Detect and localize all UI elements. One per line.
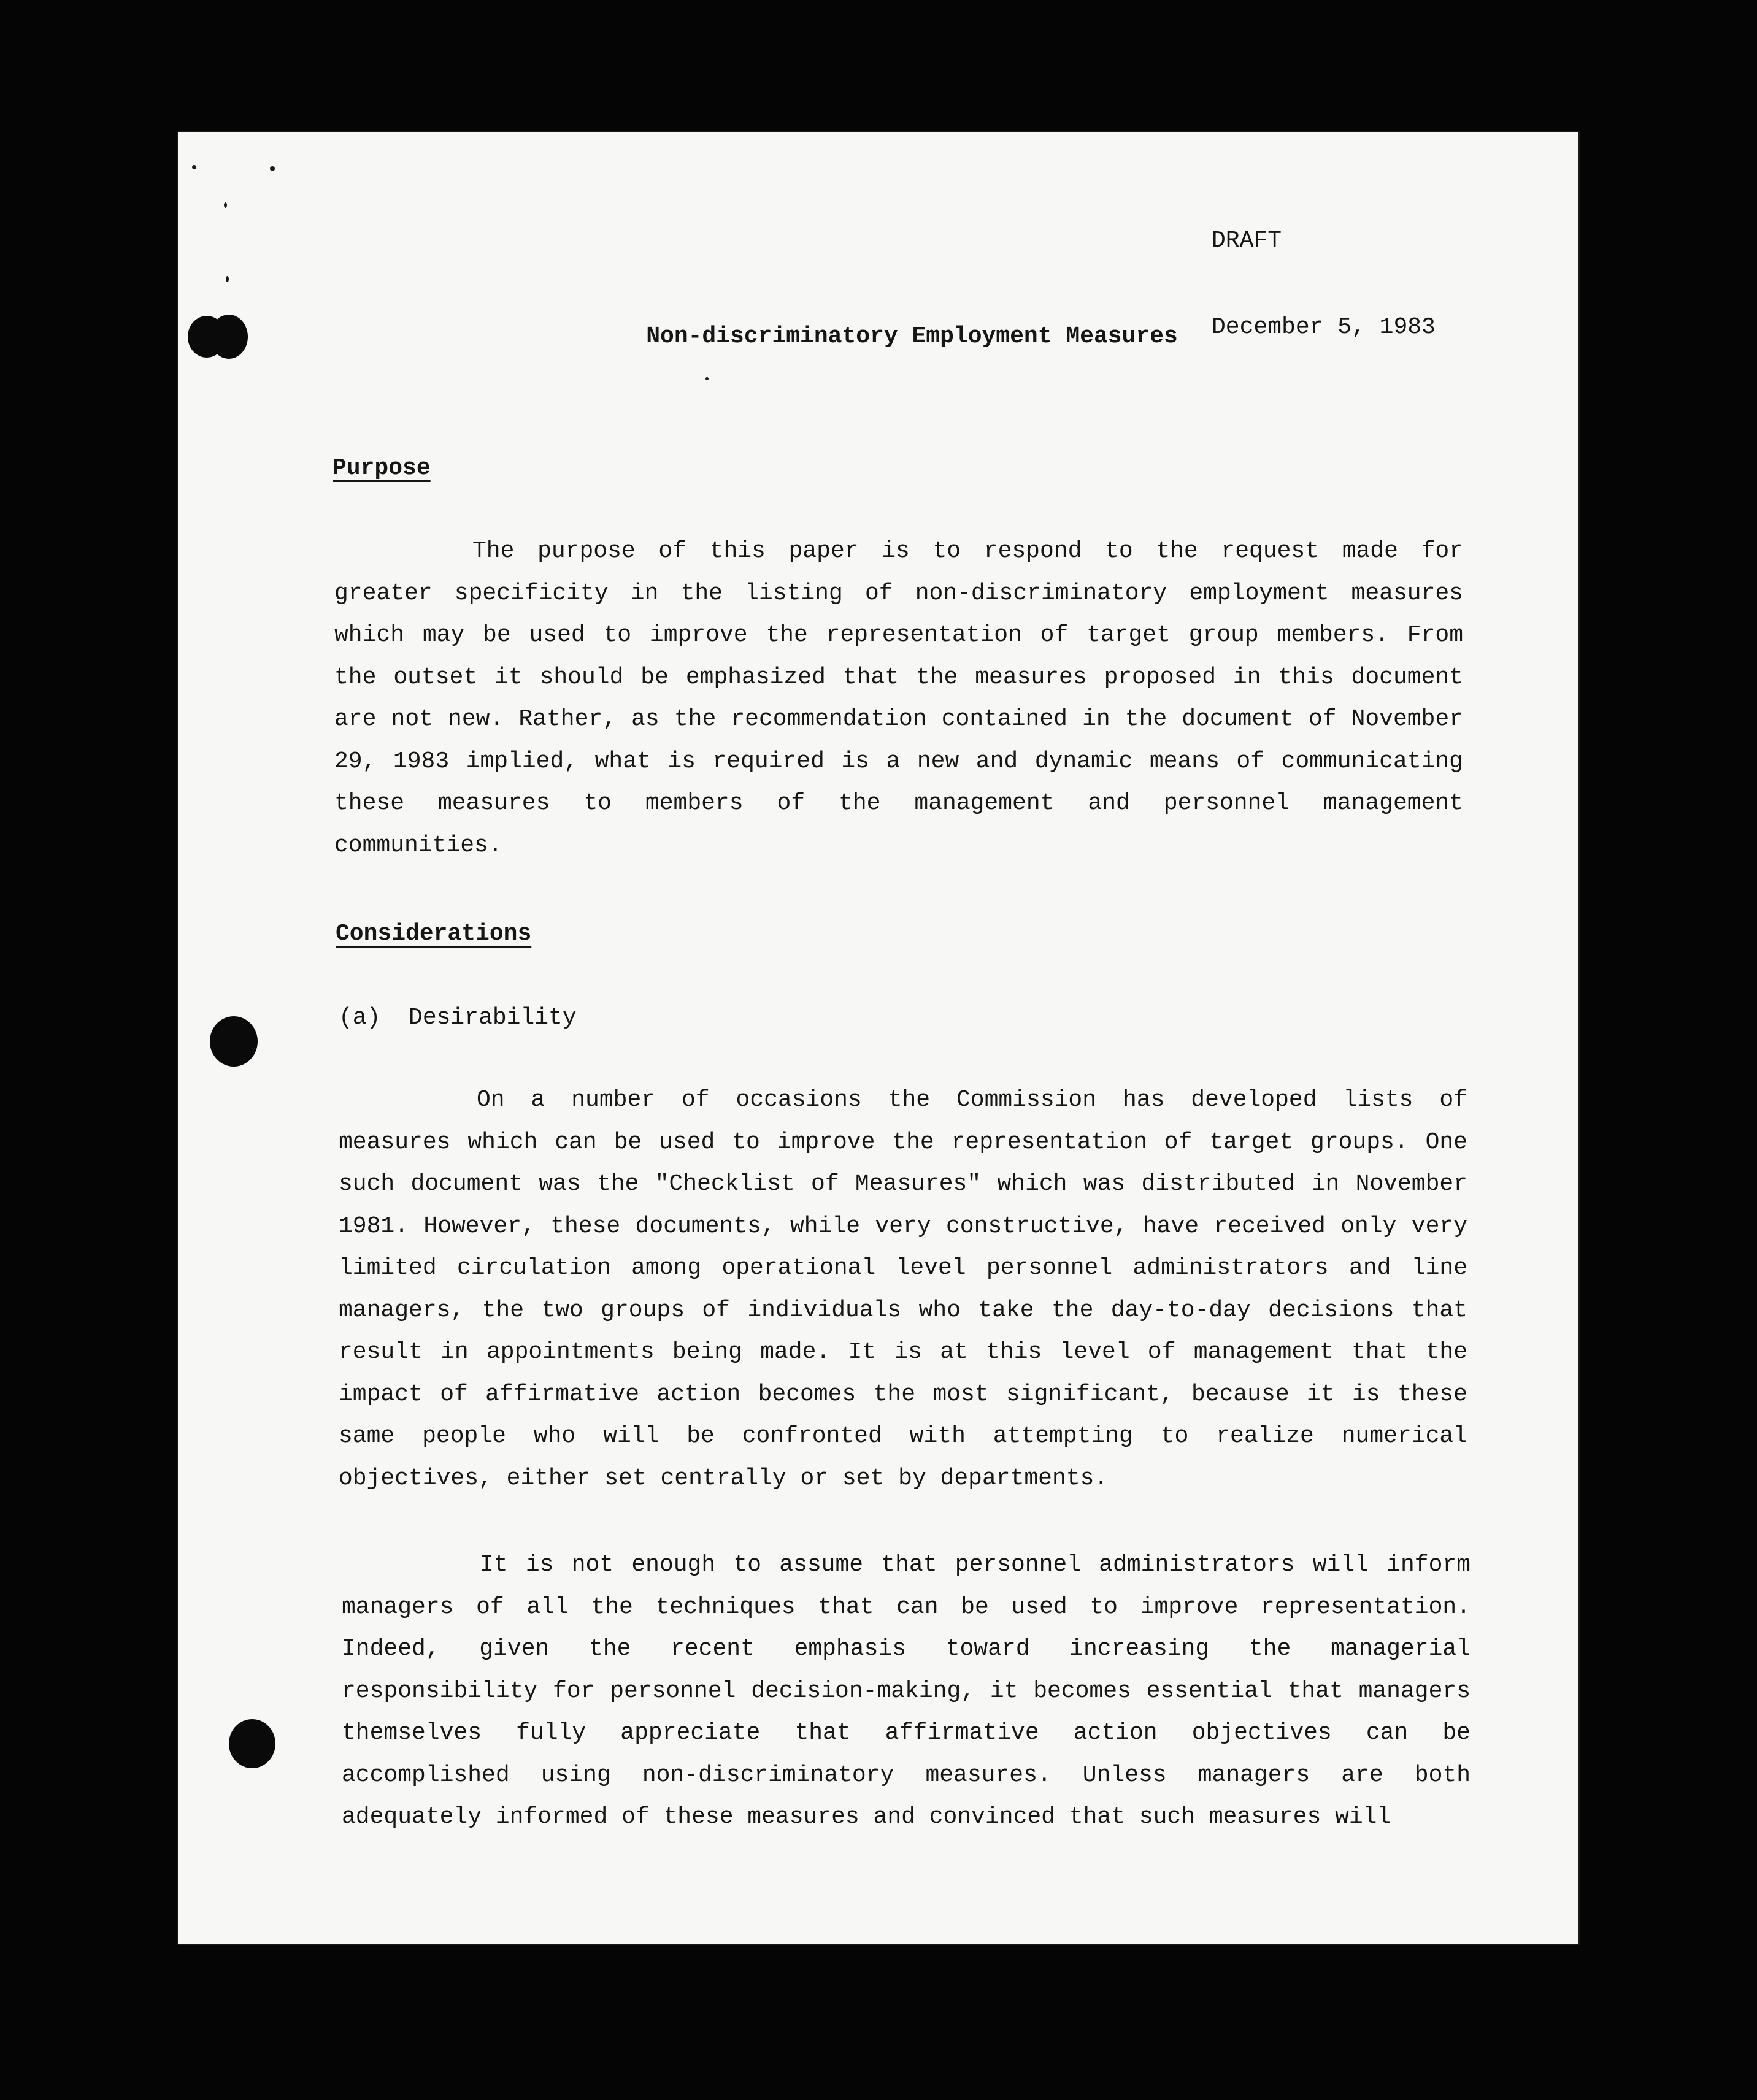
document-date: December 5, 1983: [1212, 314, 1436, 340]
scan-speck: [270, 166, 275, 171]
scan-speck: [192, 165, 196, 169]
draft-label: DRAFT: [1212, 228, 1282, 254]
considerations-heading: Considerations: [336, 921, 532, 947]
scan-speck: [705, 377, 709, 380]
purpose-paragraph: The purpose of this paper is to respond to the request made for greater specificity in the listing of non-discriminatory employment measures which may be used to improve the representation of target group members. From the outset it should be emphasized that the measures proposed in this document are not new. Rather, as the recommendation contained in the document of November 29, 1983 implied, what is required is a new and dynamic means of communicating these measures to members of the management and personnel management communities.: [334, 538, 1463, 859]
draft-header: [1212, 169, 1436, 399]
purpose-heading: Purpose: [333, 455, 431, 481]
punch-hole: [210, 1016, 258, 1067]
document-title: Non-discriminatory Employment Measures: [646, 323, 1178, 350]
document-page: [178, 132, 1578, 1944]
scan-speck: [224, 202, 227, 208]
desirability-subheading: (a) Desirability: [339, 1005, 577, 1031]
desirability-paragraph-2: It is not enough to assume that personnel administrators will inform managers of all the techniques that can be used to improve representation. Indeed, given the recent emphasis toward increasing the managerial responsibility for personnel decision-making, it becomes essential that managers themselves fully appreciate that affirmative action objectives can be accomplished using non-discriminatory measures. Unless managers are both adequately informed of these measures and convinced that such measures will: [342, 1552, 1471, 1830]
punch-hole: [229, 1719, 275, 1768]
desirability-paragraph-1: On a number of occasions the Commission has developed lists of measures which can be used to improve the representation of target groups. One such document was the "Checklist of Measures" which was distributed in November 1981. However, these documents, while very constructive, have received only very limited circulation among operational level personnel administrators and line managers, the two groups of individuals who take the day-to-day decisions that result in appointments being made. It is at this level of management that the impact of affirmative action becomes the most significant, because it is these same people who will be confronted with attempting to realize numerical objectives, either set centrally or set by departments.: [339, 1087, 1467, 1492]
punch-hole: [210, 315, 248, 359]
scan-speck: [226, 276, 229, 282]
